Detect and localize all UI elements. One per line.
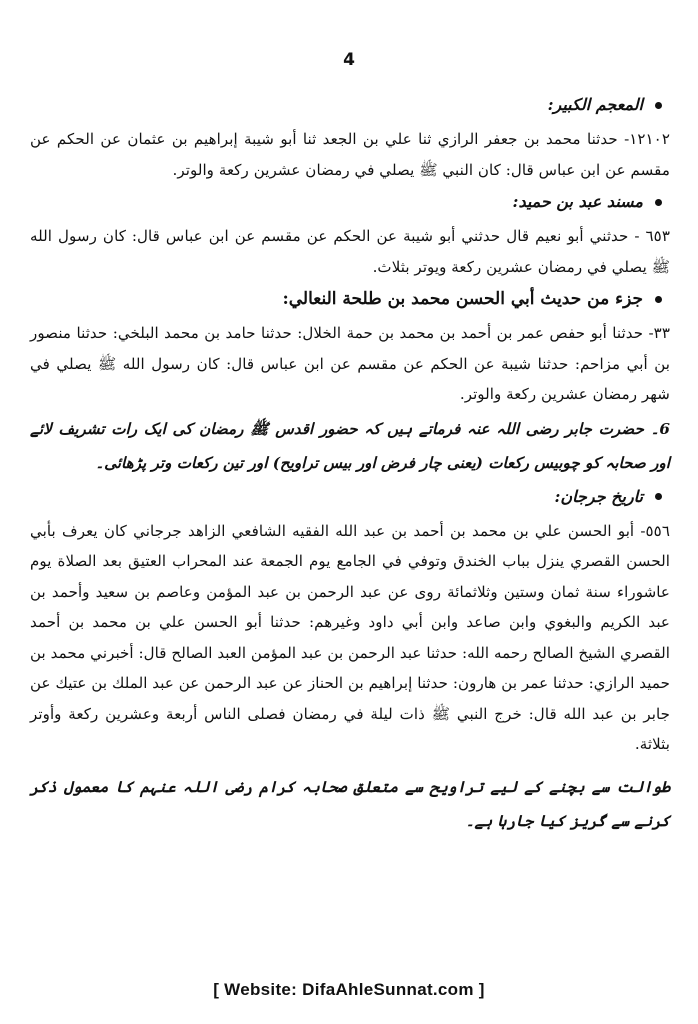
hadith-paragraph: ٣٣- حدثنا أبو حفص عمر بن أحمد بن محمد بن حمة الخلال: حدثنا حامد بن محمد البلخي: حدثنا منصور بن أبي مزاحم: حدثنا شيبة عن الحكم عن مقسم عن ابن عباس قال: كان رسول الله ﷺ يصلي في شهر رمضان عشرين ركعة والوتر. (30, 324, 670, 403)
page-content (30, 88, 670, 838)
bullet-icon (655, 296, 662, 303)
bullet-icon (655, 199, 662, 206)
closing-urdu-paragraph: طوالت سے بچنے کے لیے تراویح سے متعلق صحابہ کرام رضی اللہ عنہم کا معمول ذکر کرنے سے گریز کیا جارہا ہے۔ (30, 777, 670, 830)
bullet-icon (655, 493, 662, 500)
hadith-paragraph: ٥٥٦- أبو الحسن علي بن محمد بن أحمد بن عبد الله الفقيه الشافعي الزاهد جرجاني كان يعرف بأبي الحسن القصري ينزل بباب الخندق وتوفي في الجامع يوم الجمعة عند المحراب العتيق بعد الصلاة يوم عاشوراء سنة ثمان وستين وثلاثمائة روى عن عبد الرحمن بن عبد المؤمن وعاصم بن سعيد وأحمد بن عبد الكريم والبغوي وابن صاعد وابن أبي داود وغيرهم: حدثنا أبو الحسن علي بن محمد بن أحمد القصري الشيخ الصالح رحمه الله: حدثنا عبد الرحمن بن عبد المؤمن العبد الصالح قال: أخبرني محمد بن حميد الرازي: حدثنا عمر بن هارون: حدثنا إبراهيم بن الحناز عن عبد الرحمن عن عبد الملك بن عتيك عن جابر بن عبد الله قال: خرج النبي ﷺ ذات ليلة في رمضان فصلى الناس أربعة وعشرين ركعة وأوتر بثلاثة. (30, 521, 670, 753)
section-heading-juz-nalli (30, 284, 670, 314)
section-heading-tarikh-jurjan (30, 482, 670, 512)
hadith-paragraph: ١٢١٠٢- حدثنا محمد بن جعفر الرازي ثنا علي بن الجعد ثنا أبو شيبة إبراهيم بن عثمان عن الحكم عن مقسم عن ابن عباس قال: كان النبي ﷺ يصلي في رمضان عشرين ركعة والوتر. (30, 130, 670, 179)
hadith-paragraph: ٦٥٣ - حدثني أبو نعيم قال حدثني أبو شيبة عن الحكم عن مقسم عن ابن عباس قال: كان رسول الله ﷺ يصلي في رمضان عشرين ركعة ويوتر بثلاث. (30, 227, 670, 276)
urdu-paragraph: 6۔ حضرت جابر رضی اللہ عنہ فرماتے ہیں کہ حضور اقدس ﷺ رمضان کی ایک رات تشریف لائے اور صحابہ کو چوبیس رکعات (یعنی چار فرض اور بیس تراویح) اور تین رکعات وتر پڑھائی۔ (30, 419, 670, 472)
section-heading-mujam-kabir (30, 90, 670, 120)
section-heading-musnad-abd (30, 187, 670, 217)
bullet-icon (655, 102, 662, 109)
website-footer: [ Website: DifaAhleSunnat.com ] (213, 980, 485, 999)
page-number: 4 (343, 50, 355, 70)
section-heading-text: جزء من حديث أبي الحسن محمد بن طلحة النعالي: (282, 289, 643, 309)
section-heading-text: تاریخ جرجان: (554, 486, 643, 506)
section-heading-text: المعجم الكبير: (547, 95, 643, 114)
section-heading-text: مسند عبد بن حمید: (512, 192, 643, 211)
